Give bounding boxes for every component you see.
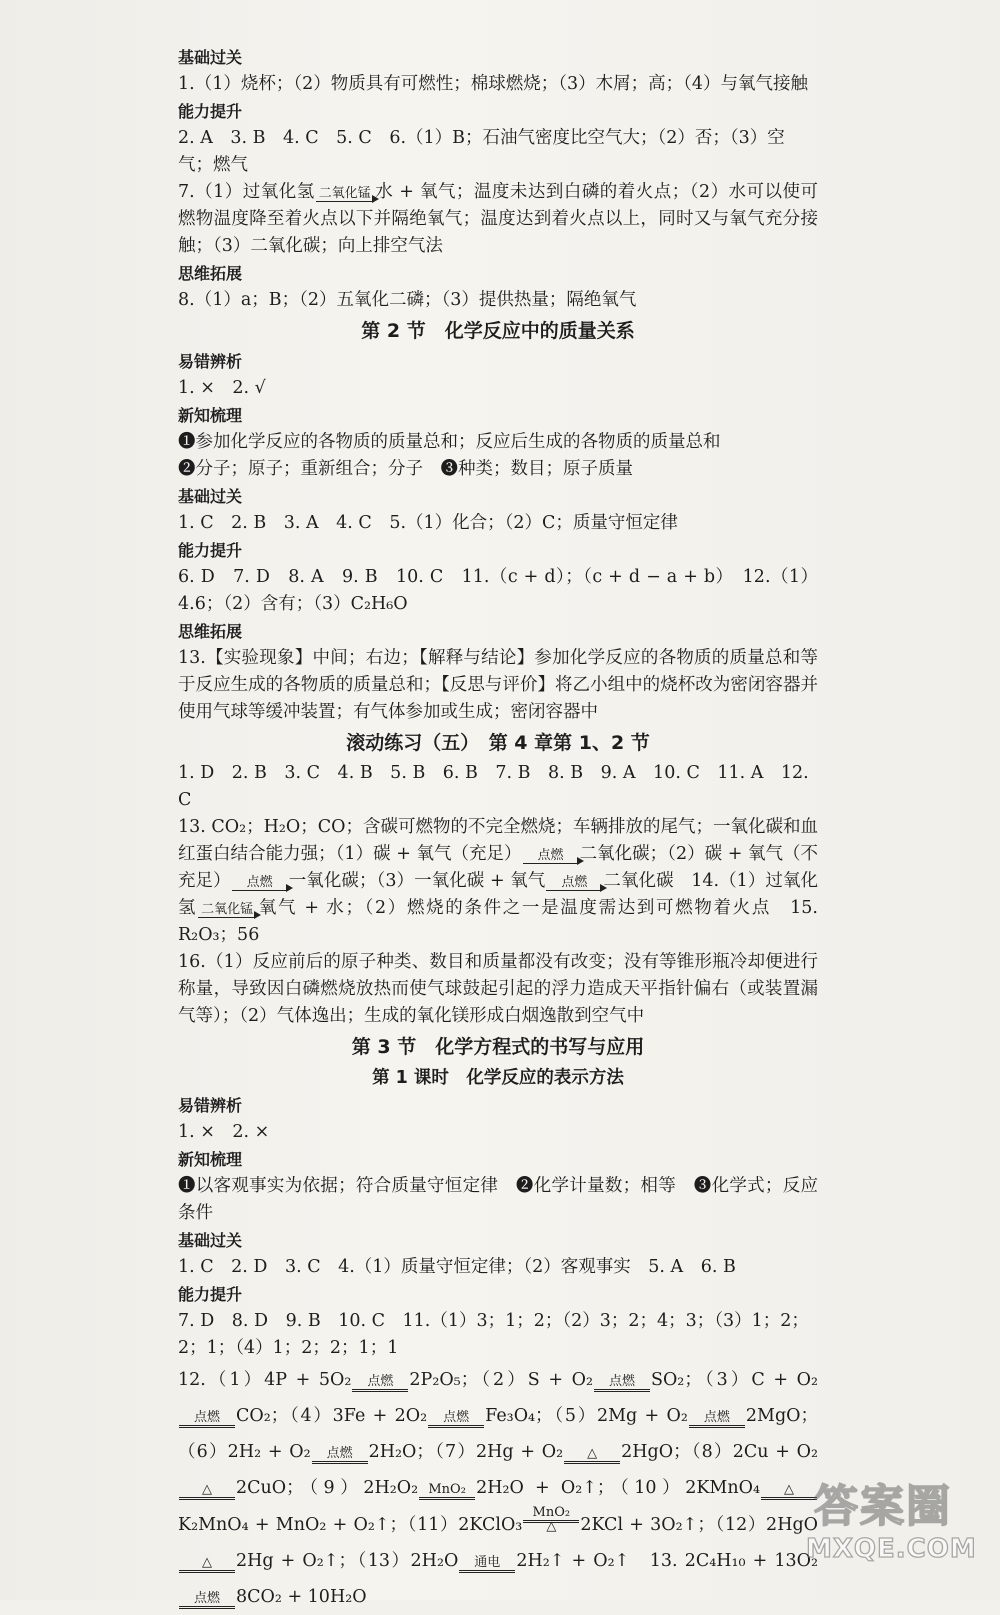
answer-rolling-q13-16 <box>178 814 818 949</box>
reaction-arrow <box>523 849 579 861</box>
section-title-3: 第 3 节 化学方程式的书写与应用 <box>351 1036 645 1058</box>
reaction-condition: 点燃 <box>523 849 579 864</box>
answer-rolling-q16: 16.（1）反应前后的原子种类、数目和质量都没有改变；没有等锥形瓶冷却便进行称量，导致因白磷燃烧放热而使气球鼓起引起的浮力造成天平指针偏右（或装置漏气等）；（2）气体逸出；生成的氧化镁形成白烟逸散到空气中 <box>178 952 818 1026</box>
section-heading-new: 新知梳理 <box>178 1150 243 1169</box>
equation-text: 2H₂↑ + O₂↑ 13. 2C₄H₁₀ + 13O₂ <box>516 1551 818 1571</box>
equation-text: Fe₃O₄；（5）2Mg + O₂ <box>485 1406 688 1426</box>
section-heading-think: 思维拓展 <box>178 264 243 283</box>
answer-new-2: ❷分子；原子；重新组合；分子 ❸种类；数目；原子质量 <box>178 459 633 479</box>
equation-text: 2Hg + O₂↑；（13）2H₂O <box>236 1551 459 1571</box>
equation-equals <box>179 1483 235 1497</box>
answer-q2-6: 2. A 3. B 4. C 5. C 6.（1）B；石油气密度比空气大；（2）否；（3）空气；燃气 <box>178 128 785 175</box>
reaction-arrow <box>316 187 374 199</box>
reaction-condition: △ <box>761 1483 817 1500</box>
section-title-2: 第 2 节 化学反应中的质量关系 <box>361 320 635 342</box>
equation-text: CO₂；（4）3Fe + 2O₂ <box>236 1406 428 1426</box>
reaction-arrow <box>546 876 602 888</box>
answer-q8: 8.（1）a；B；（2）五氧化二磷；（3）提供热量；隔绝氧气 <box>178 290 637 310</box>
equation-text: 2HgO；（8）2Cu + O₂ <box>621 1442 819 1462</box>
equation-text: 2KCl + 3O₂↑；（12）2HgO <box>580 1515 818 1535</box>
reaction-condition: 二氧化锰 <box>316 187 374 202</box>
watermark-logo <box>800 1480 990 1590</box>
equation-equals <box>312 1447 368 1461</box>
answer-new-1: ❶参加化学反应的各物质的质量总和；反应后生成的各物质的质量总和 <box>178 432 721 452</box>
answer-equations <box>178 1362 818 1615</box>
watermark-url: MXQE.COM <box>806 1534 977 1564</box>
equation-equals <box>419 1483 475 1497</box>
answer-errors: 1. × 2. √ <box>178 378 266 398</box>
answer-rolling-mc: 1. D 2. B 3. C 4. B 5. B 6. B 7. B 8. B 9. A 10. C 11. A 12. C <box>178 763 809 810</box>
section-heading-basic: 基础过关 <box>178 1231 243 1250</box>
answer-text: 13. CO₂；H₂O；CO；含碳可燃物的不完全燃烧；车辆排放的尾气；一氧化碳和血红蛋白结合能力强；（1）碳 + 氧气（充足） <box>178 817 819 864</box>
reaction-condition: 点燃 <box>179 1592 235 1609</box>
reaction-condition: MnO₂ <box>419 1483 475 1500</box>
section-heading-errors: 易错辨析 <box>178 352 243 371</box>
equation-equals <box>689 1411 745 1425</box>
equation-equals <box>523 1506 579 1533</box>
section-heading-errors: 易错辨析 <box>178 1096 243 1115</box>
answer-text: 一氧化碳；（3）一氧化碳 + 氧气 <box>288 871 546 891</box>
answer-content <box>178 44 818 1615</box>
reaction-condition: 点燃 <box>689 1411 745 1428</box>
section-heading-new: 新知梳理 <box>178 406 243 425</box>
equation-text: 2H₂O；（7）2Hg + O₂ <box>368 1442 564 1462</box>
section-title-rolling: 滚动练习（五） 第 4 章第 1、2 节 <box>346 732 650 754</box>
section-heading-ability: 能力提升 <box>178 102 243 121</box>
answer-q7 <box>178 179 818 260</box>
equation-text: SO₂；（3）C + O₂ <box>650 1370 818 1390</box>
equation-text: 12.（1）4P + 5O₂ <box>178 1370 352 1390</box>
reaction-condition: 通电 <box>459 1556 515 1573</box>
reaction-condition: △ <box>564 1447 620 1464</box>
equation-text: K₂MnO₄ + MnO₂ + O₂↑；（11）2KClO₃ <box>178 1515 523 1535</box>
equation-equals <box>179 1592 235 1606</box>
section-heading-basic: 基础过关 <box>178 487 243 506</box>
equation-text: 8CO₂ + 10H₂O <box>236 1587 367 1607</box>
section-heading-ability: 能力提升 <box>178 1285 243 1304</box>
answer-q1: 1.（1）烧杯；（2）物质具有可燃性；棉球燃烧；（3）木屑；高；（4）与氧气接触 <box>178 74 808 94</box>
equation-equals <box>564 1447 620 1461</box>
answer-basic: 1. C 2. D 3. C 4.（1）质量守恒定律；（2）客观事实 5. A 6. B <box>178 1257 736 1277</box>
reaction-condition: 点燃 <box>232 876 288 891</box>
answer-text: 氧气 + 水；（2）燃烧的条件之一是温度需达到可燃物着火点 15. R₂O₃；56 <box>178 898 818 945</box>
equation-equals <box>594 1375 650 1389</box>
reaction-arrow <box>232 876 288 888</box>
answer-text: 二氧化碳；（2）碳 + 氧气（不充足） <box>178 844 819 891</box>
answer-text: 二氧化碳 14.（1）过氧化氢 <box>178 871 819 918</box>
answer-basic: 1. C 2. B 3. A 4. C 5.（1）化合；（2）C；质量守恒定律 <box>178 513 678 533</box>
equation-equals <box>428 1411 484 1425</box>
equation-text: 2H₂O + O₂↑；（10）2KMnO₄ <box>476 1478 760 1498</box>
reaction-condition: 点燃 <box>179 1411 235 1428</box>
watermark-logo-text: 答案圈 <box>814 1481 952 1532</box>
answer-q7-start: 7.（1）过氧化氢 <box>178 182 315 202</box>
reaction-condition: 点燃 <box>546 876 602 891</box>
equation-text: 2MgO；（6）2H₂ + O₂ <box>178 1406 818 1462</box>
reaction-condition: 二氧化锰 <box>198 903 256 918</box>
reaction-condition-below: △ <box>546 1519 557 1534</box>
answer-errors: 1. × 2. × <box>178 1122 270 1142</box>
reaction-arrow <box>198 903 256 915</box>
section-heading-basic: 基础过关 <box>178 48 243 67</box>
equation-equals <box>352 1375 408 1389</box>
section-heading-think: 思维拓展 <box>178 622 243 641</box>
lesson-title: 第 1 课时 化学反应的表示方法 <box>372 1068 624 1088</box>
reaction-condition: 点燃 <box>352 1375 408 1392</box>
reaction-condition: 点燃 <box>312 1447 368 1464</box>
reaction-condition: 点燃 <box>428 1411 484 1428</box>
reaction-condition: MnO₂ <box>523 1506 579 1523</box>
answer-ability: 6. D 7. D 8. A 9. B 10. C 11.（c + d）；（c + d − a + b） 12.（1）4.6；（2）含有；（3）C₂H₆O <box>178 567 818 614</box>
equation-equals <box>179 1556 235 1570</box>
answer-q13: 13.【实验现象】中间；右边；【解释与结论】参加化学反应的各物质的质量总和等于反应生成的各物质的质量总和；【反思与评价】将乙小组中的烧杯改为密闭容器并使用气球等缓冲装置；有气体参加或生成；密闭容器中 <box>178 648 818 722</box>
equation-text: 2P₂O₅；（2）S + O₂ <box>409 1370 593 1390</box>
answer-q7-rest: 水 + 氧气；温度未达到白磷的着火点；（2）水可以使可燃物温度降至着火点以下并隔绝氧气；温度达到着火点以上，同时又与氧气充分接触；（3）二氧化碳；向上排空气法 <box>178 182 818 256</box>
answer-new: ❶以客观事实为依据；符合质量守恒定律 ❷化学计量数；相等 ❸化学式；反应条件 <box>178 1176 818 1223</box>
section-heading-ability: 能力提升 <box>178 541 243 560</box>
equation-equals <box>179 1411 235 1425</box>
reaction-condition: 点燃 <box>594 1375 650 1392</box>
reaction-condition: △ <box>179 1556 235 1573</box>
equation-equals <box>459 1556 515 1570</box>
answer-ability: 7. D 8. D 9. B 10. C 11.（1）3；1；2；（2）3；2；4；3；（3）1；2；2；1；（4）1；2；2；1；1 <box>178 1311 809 1358</box>
equation-text: 2CuO；（9）2H₂O₂ <box>236 1478 419 1498</box>
reaction-condition: △ <box>179 1483 235 1500</box>
